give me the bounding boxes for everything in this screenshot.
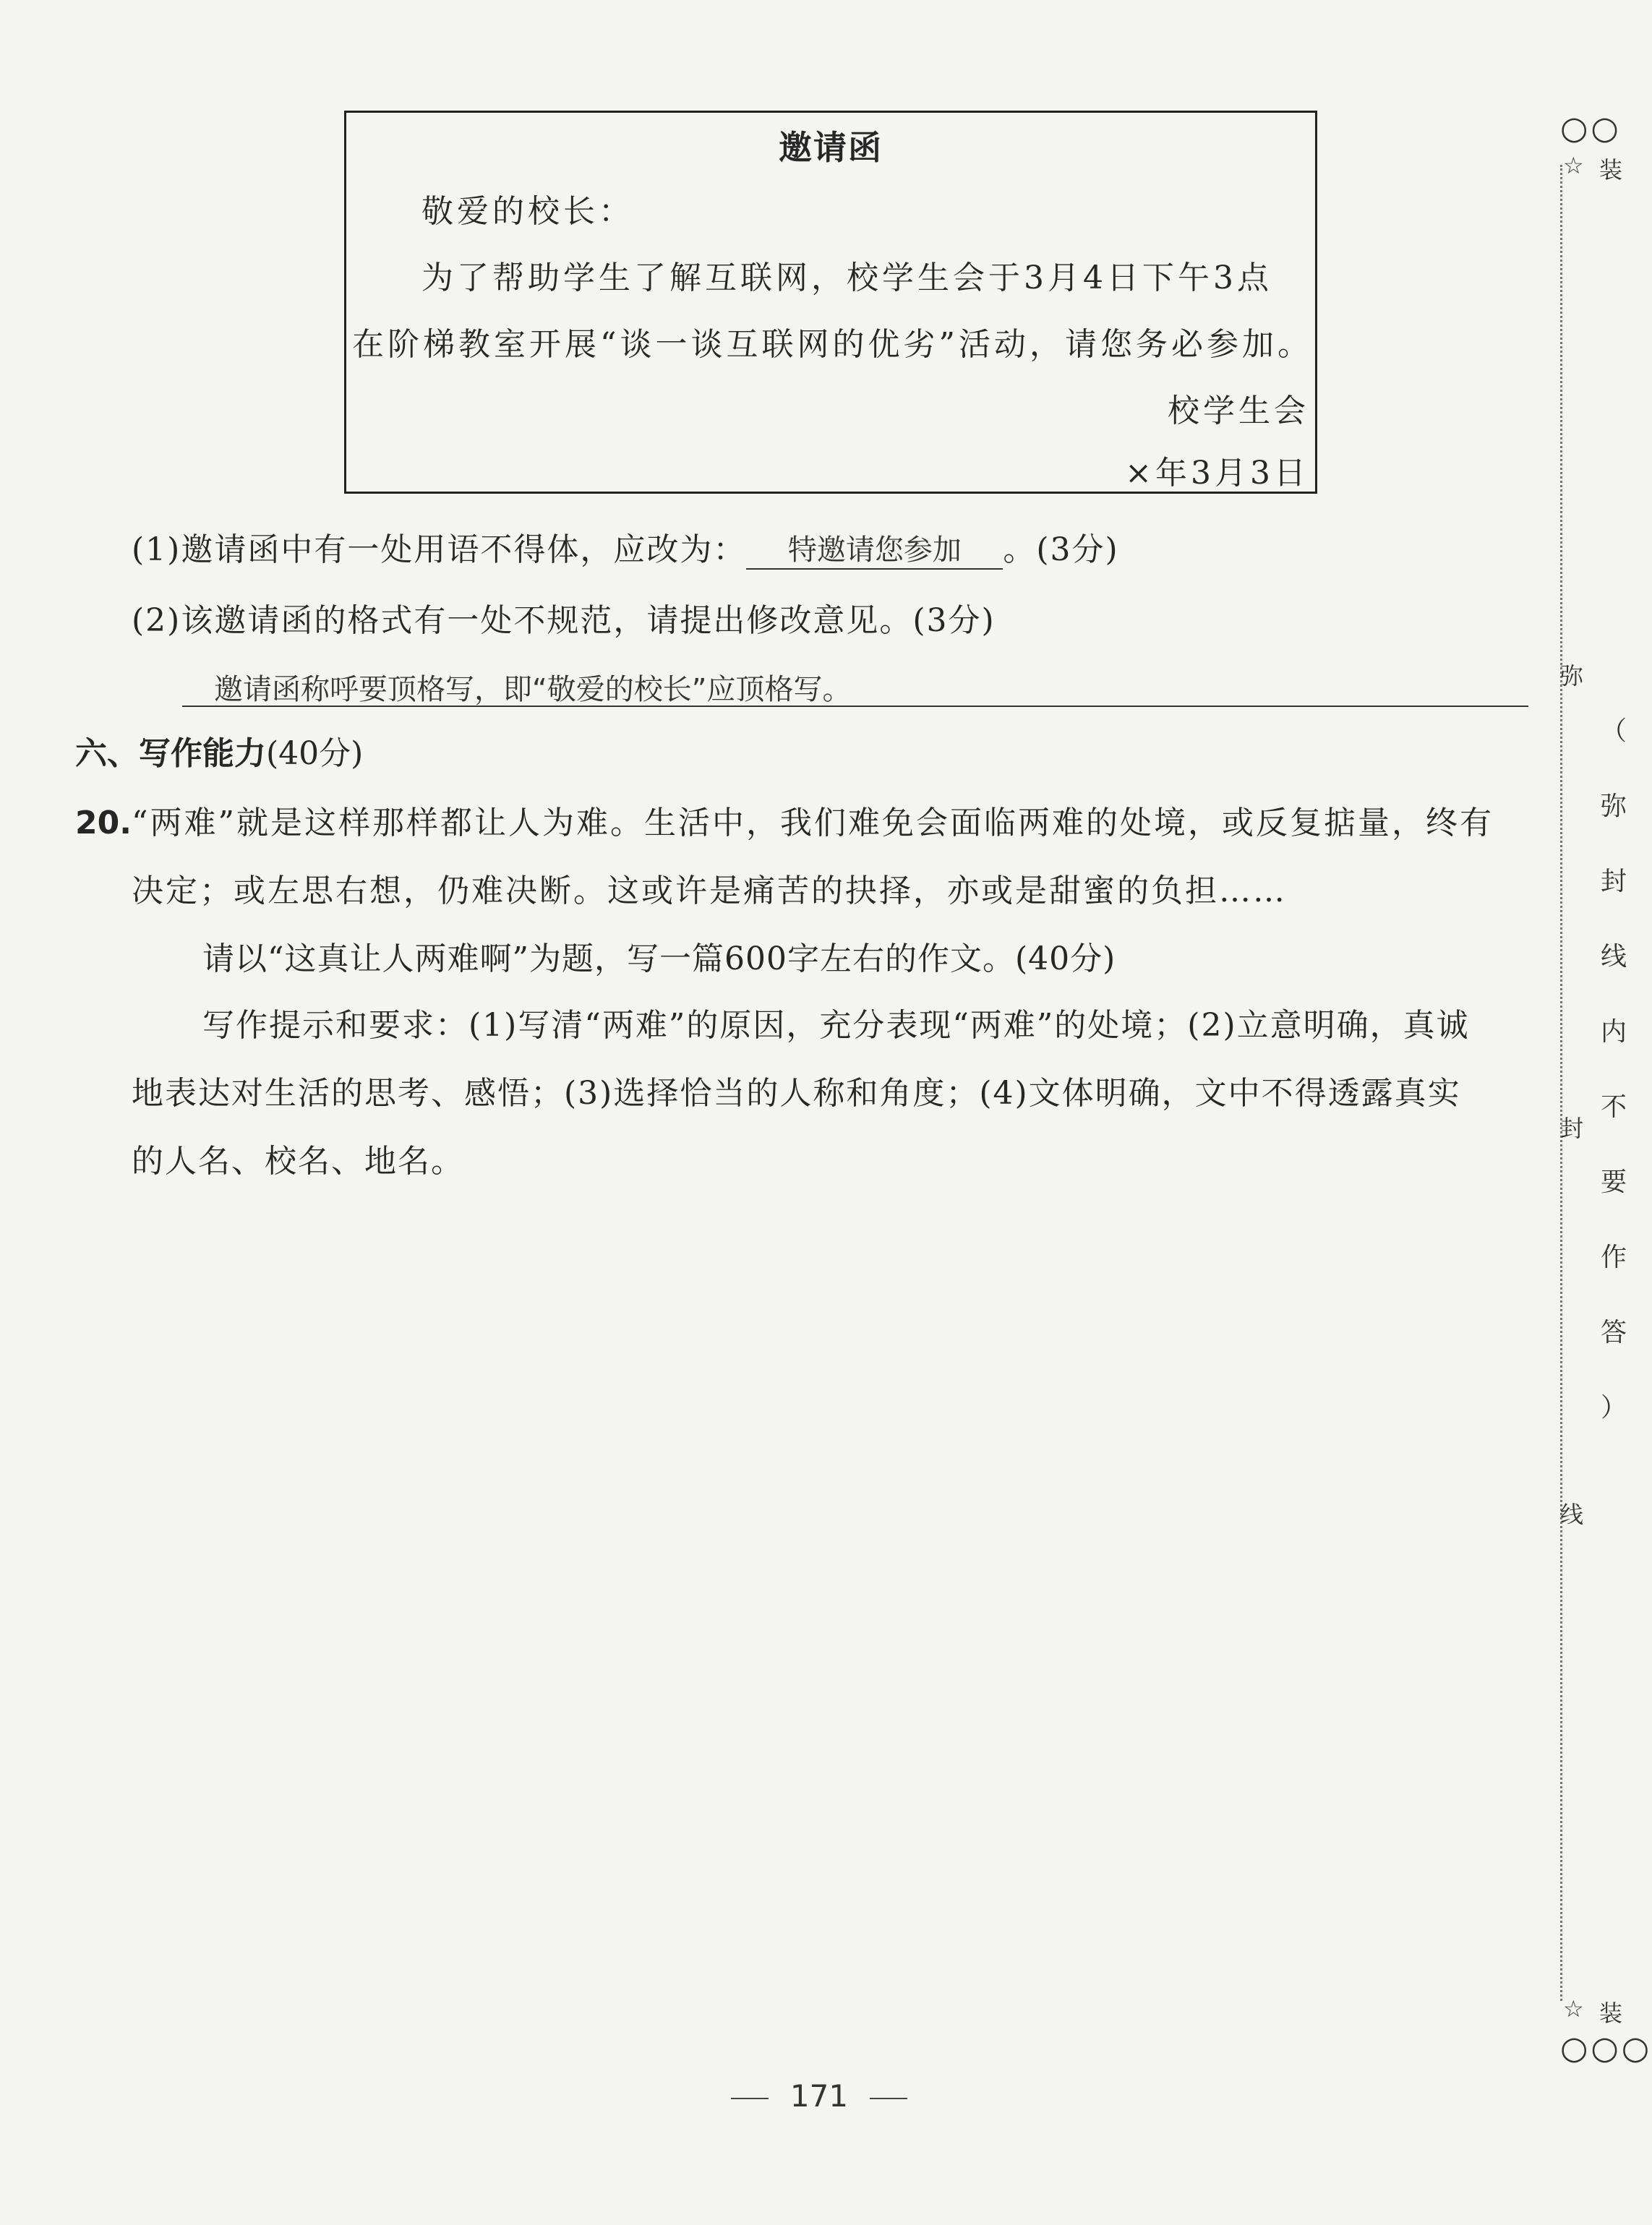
page-footer	[0, 2078, 1638, 2114]
notice-char: 弥	[1600, 792, 1627, 821]
question-20-text-line1: “两难”就是这样那样都让人为难。生活中，我们难免会面临两难的处境，或反复掂量，终有	[131, 805, 1494, 841]
question-20-line4: 写作提示和要求：(1)写清“两难”的原因，充分表现“两难”的处境；(2)立意明确，真诚	[202, 1007, 1470, 1044]
question-1-prompt: (1)邀请函中有一处用语不得体，应改为：	[132, 531, 747, 568]
margin-label-mi: 弥	[1560, 662, 1584, 690]
question-1	[132, 523, 1119, 570]
invitation-salutation: 敬爱的校长：	[421, 193, 634, 230]
binding-dotted-line	[1560, 165, 1562, 2001]
invitation-box	[344, 111, 1317, 494]
question-20-number: 20.	[75, 805, 132, 841]
notice-char: （	[1600, 716, 1627, 746]
notice-char: 内	[1600, 1017, 1627, 1047]
margin-label-xian: 线	[1560, 1501, 1584, 1528]
margin-label-zhuang-bottom: 装	[1599, 1999, 1623, 2027]
section-6-title: 六、写作能力	[75, 735, 266, 772]
invitation-signature: 校学生会	[1168, 393, 1309, 429]
margin-label-zhuang-top: 装	[1599, 156, 1623, 184]
star-icon: ☆	[1563, 152, 1584, 179]
question-2-answer: 邀请函称呼要顶格写，即“敬爱的校长”应顶格写。	[214, 673, 852, 706]
notice-char: ）	[1600, 1393, 1627, 1423]
notice-char: 不	[1600, 1092, 1627, 1122]
notice-char: 答	[1600, 1318, 1627, 1347]
page-number: 171	[789, 2078, 849, 2114]
invitation-body-line2: 在阶梯教室开展“谈一谈互联网的优劣”活动，请您务必参加。	[352, 326, 1313, 363]
question-20-line1	[75, 797, 1494, 843]
question-2-answer-line	[182, 666, 1528, 707]
invitation-date: ×年3月3日	[1125, 455, 1309, 492]
top-binding-circles: ○○	[1560, 110, 1622, 147]
footer-dash-left	[731, 2098, 769, 2099]
notice-char: 要	[1600, 1167, 1627, 1197]
question-20-line3: 请以“这真让人两难啊”为题，写一篇600字左右的作文。(40分)	[202, 940, 1116, 977]
invitation-body-line1: 为了帮助学生了解互联网，校学生会于3月4日下午3点	[421, 260, 1272, 296]
invitation-title: 邀请函	[779, 128, 883, 167]
footer-dash-right	[870, 2098, 907, 2099]
question-1-suffix: 。(3分)	[1003, 531, 1119, 568]
section-6-heading	[75, 727, 363, 773]
margin-label-feng: 封	[1560, 1115, 1584, 1142]
question-20-line2: 决定；或左思右想，仍难决断。这或许是痛苦的抉择，亦或是甜蜜的负担……	[132, 873, 1287, 909]
bottom-binding-circles: ○○○	[1560, 2030, 1652, 2067]
question-2: (2)该邀请函的格式有一处不规范，请提出修改意见。(3分)	[132, 602, 996, 639]
question-20-line6: 的人名、校名、地名。	[132, 1143, 464, 1180]
question-20-line5: 地表达对生活的思考、感悟；(3)选择恰当的人称和角度；(4)文体明确，文中不得透露真实	[132, 1075, 1461, 1112]
notice-char: 封	[1600, 867, 1627, 896]
notice-char: 线	[1600, 942, 1627, 972]
do-not-answer-notice	[1598, 694, 1630, 1446]
section-6-points: (40分)	[266, 735, 364, 772]
notice-char: 作	[1600, 1243, 1627, 1272]
star-icon: ☆	[1563, 1995, 1584, 2023]
question-1-answer: 特邀请您参加	[746, 532, 1003, 570]
